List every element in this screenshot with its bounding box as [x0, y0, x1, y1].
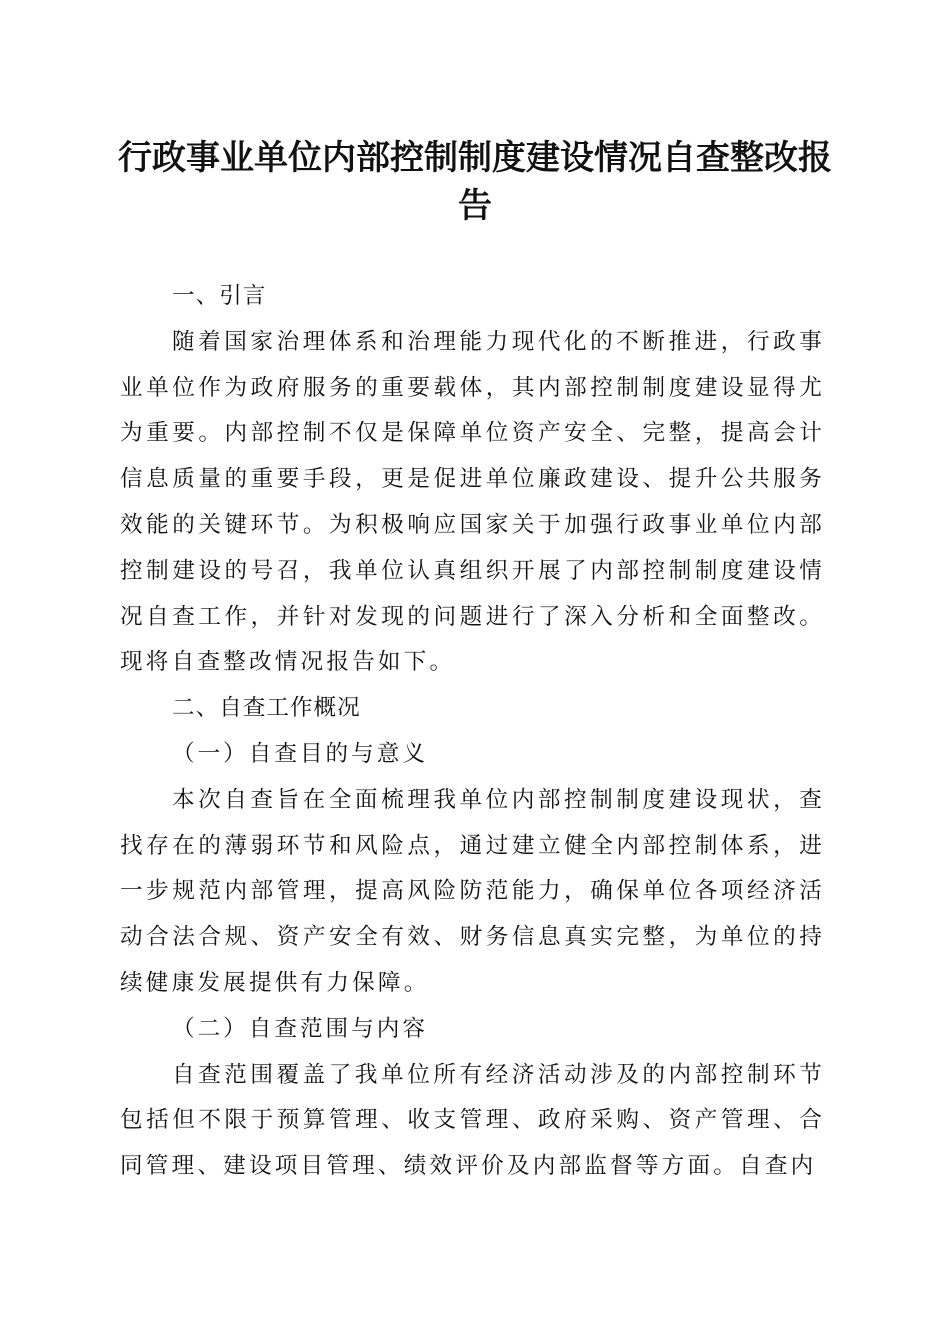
subsection-heading-scope: （二）自查范围与内容: [172, 1015, 428, 1042]
paragraph-introduction: 随着国家治理体系和治理能力现代化的不断推进，行政事业单位作为政府服务的重要载体，其内部控制制度建设显得尤为重要。内部控制不仅是保障单位资产安全、完整，提高会计信息质量的重要手段，更是促进单位廉政建设、提升公共服务效能的关键环节。为积极响应国家关于加强行政事业单位内部控制建设的号召，我单位认真组织开展了内部控制制度建设情况自查工作，并针对发现的问题进行了深入分析和全面整改。现将自查整改情况报告如下。: [120, 328, 825, 676]
section-heading-overview: 二、自查工作概况: [172, 695, 361, 722]
section-heading-introduction: 一、引言: [172, 283, 267, 309]
document-title: 行政事业单位内部控制制度建设情况自查整改报告: [118, 138, 832, 226]
paragraph-purpose: 本次自查旨在全面梳理我单位内部控制制度建设现状，查找存在的薄弱环节和风险点，通过建立健全内部控制体系，进一步规范内部管理，提高风险防范能力，确保单位各项经济活动合法合规、资产安全有效、财务信息真实完整，为单位的持续健康发展提供有力保障。: [120, 786, 825, 996]
paragraph-scope: 自查范围覆盖了我单位所有经济活动涉及的内部控制环节包括但不限于预算管理、收支管理、政府采购、资产管理、合同管理、建设项目管理、绩效评价及内部监督等方面。自查内: [120, 1061, 825, 1180]
document-body: [120, 274, 825, 1190]
subsection-heading-purpose: （一）自查目的与意义: [172, 740, 428, 767]
